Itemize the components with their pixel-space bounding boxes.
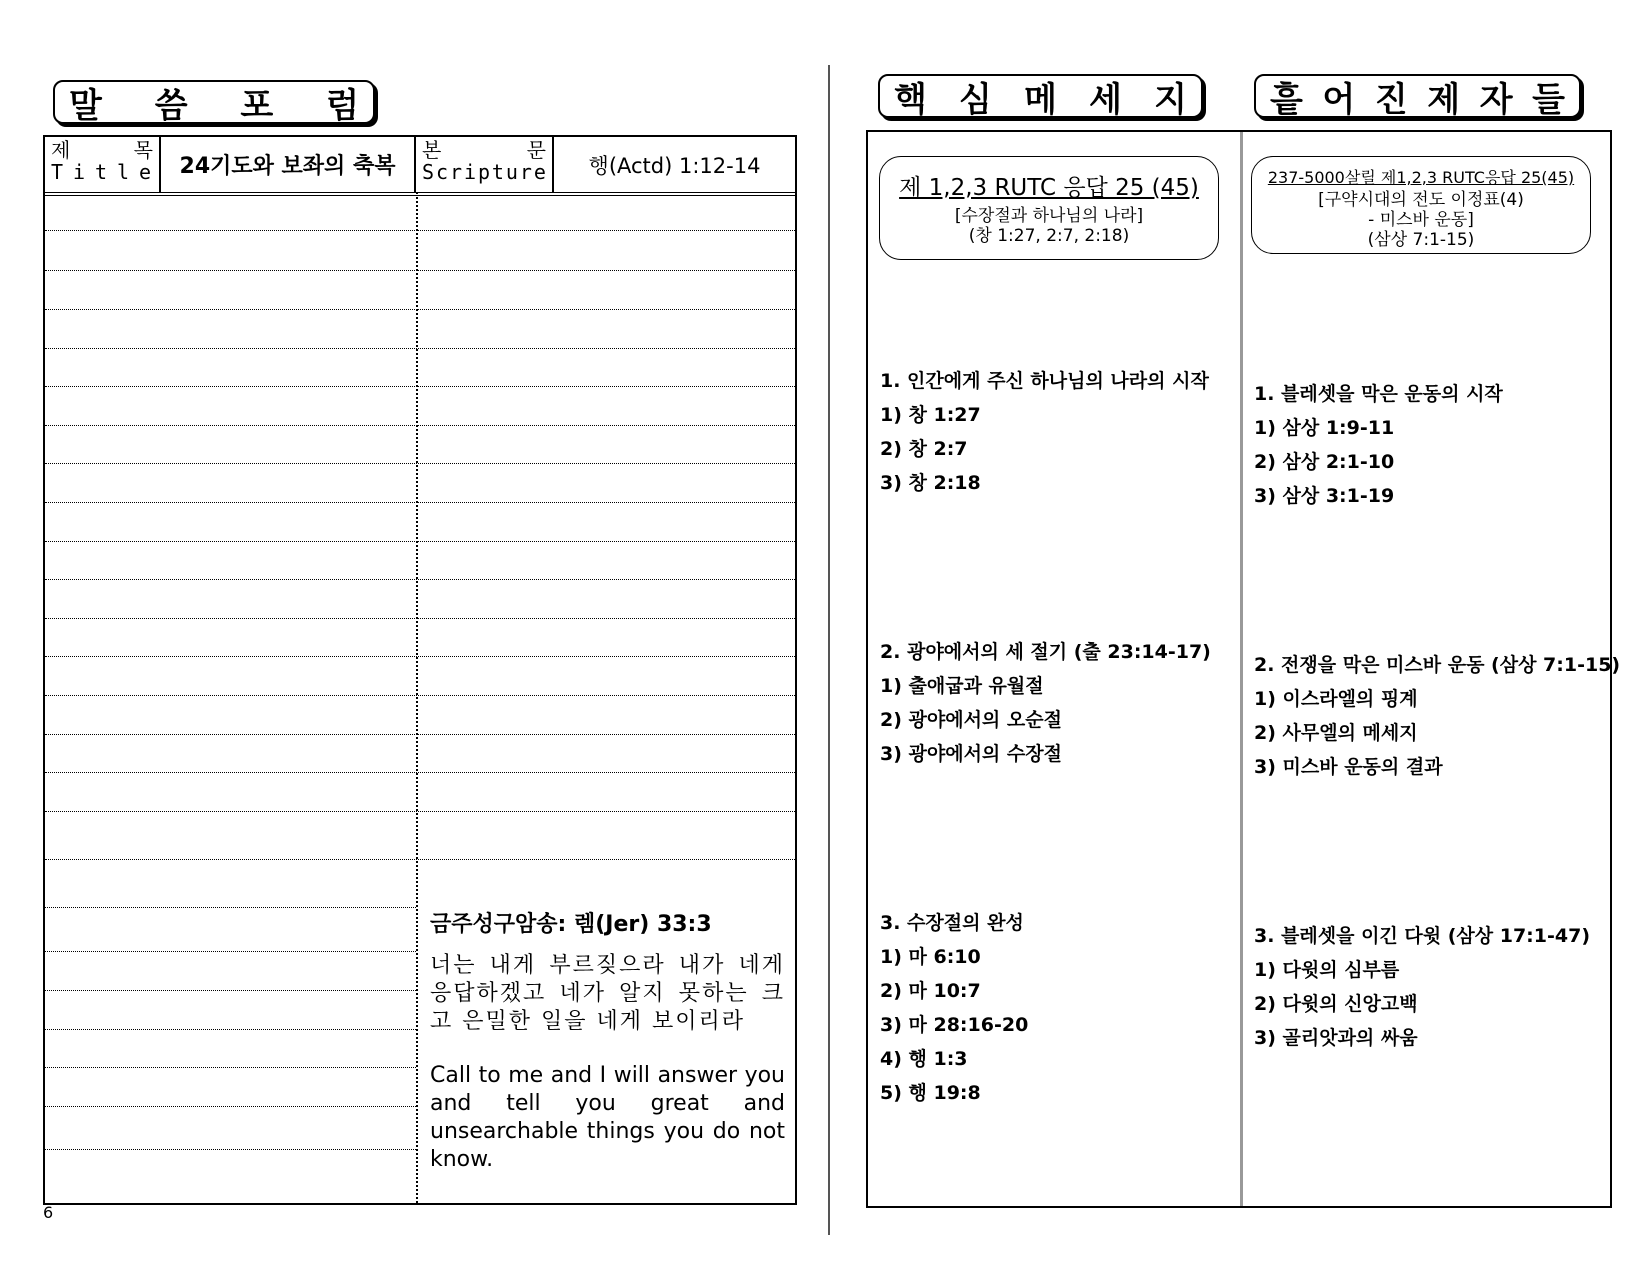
sermon-forum-header <box>53 80 375 124</box>
label-char: e <box>138 160 153 184</box>
label-char: c <box>435 160 449 184</box>
header-char: 들 <box>1532 79 1565 120</box>
section-item: 3) 미스바 운동의 결과 <box>1254 756 1443 778</box>
label-char: e <box>533 160 546 184</box>
section-item: 3) 마 28:16-20 <box>880 1014 1029 1036</box>
header-char: 어 <box>1322 79 1356 120</box>
memory-verse-english: Call to me and I will answer you and tell you great and unsearchable things you do not know. <box>430 1063 785 1172</box>
header-char: 세 <box>1089 79 1122 120</box>
section-item: 2) 사무엘의 메세지 <box>1254 722 1418 744</box>
section-heading: 3. 블레셋을 이긴 다윗 (삼상 17:1-47) <box>1254 925 1591 947</box>
label-char: u <box>505 160 518 184</box>
table-header-row <box>45 137 795 196</box>
note-line <box>45 1029 416 1030</box>
section-item: 1) 삼상 1:9-11 <box>1254 417 1395 439</box>
core-section-1 <box>880 364 1209 500</box>
scripture-label <box>416 137 554 192</box>
label-char: i <box>463 160 476 184</box>
section-item: 5) 행 19:8 <box>880 1082 981 1104</box>
scripture-reference: 행(Actd) 1:12-14 <box>588 153 761 178</box>
note-line <box>45 270 795 271</box>
note-line <box>45 951 416 952</box>
note-line <box>45 230 795 231</box>
header-char: 제 <box>1427 79 1461 120</box>
label-char: 제 <box>51 138 71 162</box>
note-line <box>45 656 795 657</box>
note-line <box>45 1149 416 1150</box>
disciples-section-3 <box>1254 919 1590 1055</box>
section-item: 1) 출애굽과 유월절 <box>880 675 1044 697</box>
section-item: 1) 이스라엘의 핑계 <box>1254 688 1418 710</box>
note-line <box>45 579 795 580</box>
note-line <box>45 734 795 735</box>
disciples-subtitle-2: - 미스바 운동] <box>1368 210 1474 230</box>
core-title: 제 1,2,3 RUTC 응답 25 (45) <box>899 175 1199 201</box>
header-char: 말 <box>69 85 102 126</box>
note-line <box>45 463 795 464</box>
section-heading: 1. 블레셋을 막은 운동의 시작 <box>1254 383 1503 405</box>
header-char: 포 <box>240 85 274 126</box>
label-char: T <box>51 160 66 184</box>
section-item: 3) 골리앗과의 싸움 <box>1254 1027 1418 1049</box>
core-verses: (창 1:27, 2:7, 2:18) <box>968 226 1130 246</box>
section-item: 1) 다윗의 심부름 <box>1254 959 1400 981</box>
header-char: 진 <box>1374 79 1408 120</box>
note-line <box>45 1067 416 1068</box>
header-char: 씀 <box>154 85 188 126</box>
label-char: p <box>477 160 490 184</box>
header-char: 메 <box>1024 79 1057 120</box>
column-divider <box>1240 132 1243 1206</box>
header-char: 지 <box>1154 79 1187 120</box>
column-divider <box>416 192 418 1203</box>
disciples-heading-box <box>1251 156 1591 254</box>
label-char: l <box>116 160 131 184</box>
header-char: 핵 <box>894 79 927 120</box>
label-char: r <box>449 160 463 184</box>
message-table <box>866 130 1621 1208</box>
core-section-2 <box>880 635 1211 771</box>
label-char: r <box>519 160 532 184</box>
section-heading: 1. 인간에게 주신 하나님의 나라의 시작 <box>880 370 1209 392</box>
note-line <box>45 859 795 860</box>
label-char: 문 <box>526 138 546 162</box>
header-char: 자 <box>1479 79 1513 120</box>
label-char: 목 <box>133 138 153 162</box>
note-line <box>45 811 795 812</box>
disciples-subtitle: [구약시대의 전도 이정표(4) <box>1318 190 1524 210</box>
memory-verse-korean: 너는 내게 부르짖으라 내가 네게 응답하겠고 네가 알지 못하는 크고 은밀한 일을 네게 보이리라 <box>430 953 785 1034</box>
note-line <box>45 309 795 310</box>
header-char: 럼 <box>326 85 359 126</box>
section-item: 1) 마 6:10 <box>880 946 981 968</box>
note-line <box>45 1106 416 1107</box>
memory-verse-heading: 금주성구암송: 렘(Jer) 33:3 <box>430 912 712 937</box>
section-item: 2) 광야에서의 오순절 <box>880 709 1062 731</box>
disciples-title: 237-5000살릴 제1,2,3 RUTC응답 25(45) <box>1267 168 1575 187</box>
sermon-title: 24기도와 보좌의 축복 <box>161 137 416 192</box>
core-heading-box <box>879 156 1219 260</box>
scattered-disciples-header <box>1254 74 1581 118</box>
section-item: 3) 광야에서의 수장절 <box>880 743 1062 765</box>
page-number: 6 <box>43 1203 54 1222</box>
note-line <box>45 618 795 619</box>
note-line <box>45 907 416 908</box>
note-line <box>45 348 795 349</box>
memory-verse <box>430 907 785 1174</box>
section-item: 2) 마 10:7 <box>880 980 981 1002</box>
note-line <box>45 541 795 542</box>
disciples-section-1 <box>1254 377 1503 513</box>
note-line <box>45 425 795 426</box>
section-item: 3) 삼상 3:1-19 <box>1254 485 1395 507</box>
section-item: 2) 다윗의 신앙고백 <box>1254 993 1418 1015</box>
notes-table <box>43 135 797 1205</box>
label-char: t <box>491 160 504 184</box>
label-char: S <box>422 160 435 184</box>
note-line <box>45 502 795 503</box>
title-label <box>45 137 161 192</box>
header-char: 흩 <box>1270 79 1303 120</box>
section-heading: 3. 수장절의 완성 <box>880 912 1024 934</box>
note-line <box>45 772 795 773</box>
section-item: 1) 창 1:27 <box>880 404 981 426</box>
label-char: 본 <box>422 138 442 162</box>
section-heading: 2. 전쟁을 막은 미스바 운동 (삼상 7:1-15) <box>1254 654 1621 676</box>
section-item: 3) 창 2:18 <box>880 472 981 494</box>
core-message-header <box>878 74 1203 118</box>
disciples-section-2 <box>1254 648 1620 784</box>
section-heading: 2. 광야에서의 세 절기 (출 23:14-17) <box>880 641 1211 663</box>
page-divider <box>828 65 830 1235</box>
label-char: t <box>94 160 110 184</box>
section-item: 2) 삼상 2:1-10 <box>1254 451 1395 473</box>
note-line <box>45 990 416 991</box>
core-section-3 <box>880 906 1028 1110</box>
header-char: 심 <box>959 79 992 120</box>
core-subtitle: [수장절과 하나님의 나라] <box>954 206 1144 226</box>
section-item: 4) 행 1:3 <box>880 1048 968 1070</box>
section-item: 2) 창 2:7 <box>880 438 968 460</box>
note-line <box>45 695 795 696</box>
label-char: i <box>72 160 88 184</box>
note-line <box>45 386 795 387</box>
disciples-verses: (삼상 7:1-15) <box>1367 230 1475 250</box>
